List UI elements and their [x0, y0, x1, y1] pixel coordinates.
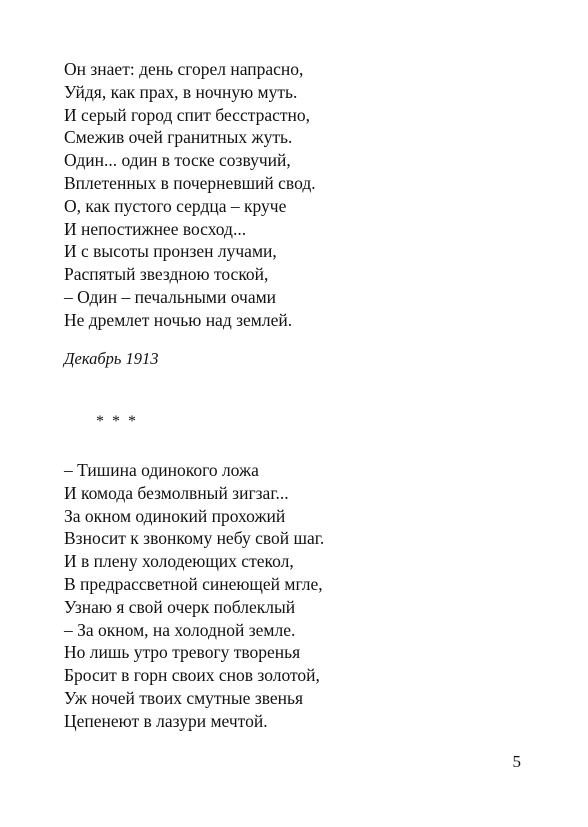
poem-1-line: Один... один в тоске созвучий, [64, 150, 291, 171]
poem-2-line: За окном одинокий прохожий [64, 505, 286, 526]
poem-1-line: Вплетенных в почерневший свод. [64, 172, 316, 193]
poem-2-line: Узнаю я свой очерк поблеклый [64, 596, 296, 617]
poem-1-line: Смежив очей гранитных жуть. [64, 127, 293, 148]
poem-1-line: Распятый звездною тоской, [64, 264, 269, 285]
poem-2-line: Но лишь утро тревогу творенья [64, 642, 301, 663]
poem-1-line: Он знает: день сгорел напрасно, [64, 59, 304, 79]
poem-1-line: И с высоты пронзен лучами, [64, 241, 277, 262]
poem-1-line: И серый город спит бесстрастно, [64, 104, 310, 125]
poem-2-line: И в плену холодеющих стекол, [64, 551, 294, 572]
poem-1-line: Уйдя, как прах, в ночную муть. [64, 81, 298, 102]
poem-2-line: Цепенеют в лазури мечтой. [64, 710, 268, 731]
section-separator: * * * [96, 413, 138, 430]
poem-1 [64, 58, 316, 332]
poem-2-line: Взносит к звонкому небу свой шаг. [64, 528, 325, 549]
poem-2-line: В предрассветной синеющей мгле, [64, 573, 323, 594]
poem-2 [64, 459, 324, 733]
poem-1-line: О, как пустого сердца – круче [64, 195, 287, 216]
poem-1-line: И непостижнее восход... [64, 218, 247, 239]
poem-1-line: – Один – печальными очами [64, 286, 277, 307]
poem-2-line: И комода безмолвный зигзаг... [64, 482, 289, 503]
poem-2-line: – Тишина одинокого ложа [64, 460, 259, 480]
poem-2-line: Уж ночей твоих смутные звенья [64, 687, 304, 708]
poem-1-date: Декабрь 1913 [64, 349, 159, 368]
poem-2-line: – За окном, на холодной земле. [64, 619, 296, 640]
poem-2-line: Бросит в горн своих снов золотой, [64, 665, 320, 686]
page-number: 5 [512, 752, 521, 771]
poem-1-line: Не дремлет ночью над землей. [64, 309, 293, 330]
